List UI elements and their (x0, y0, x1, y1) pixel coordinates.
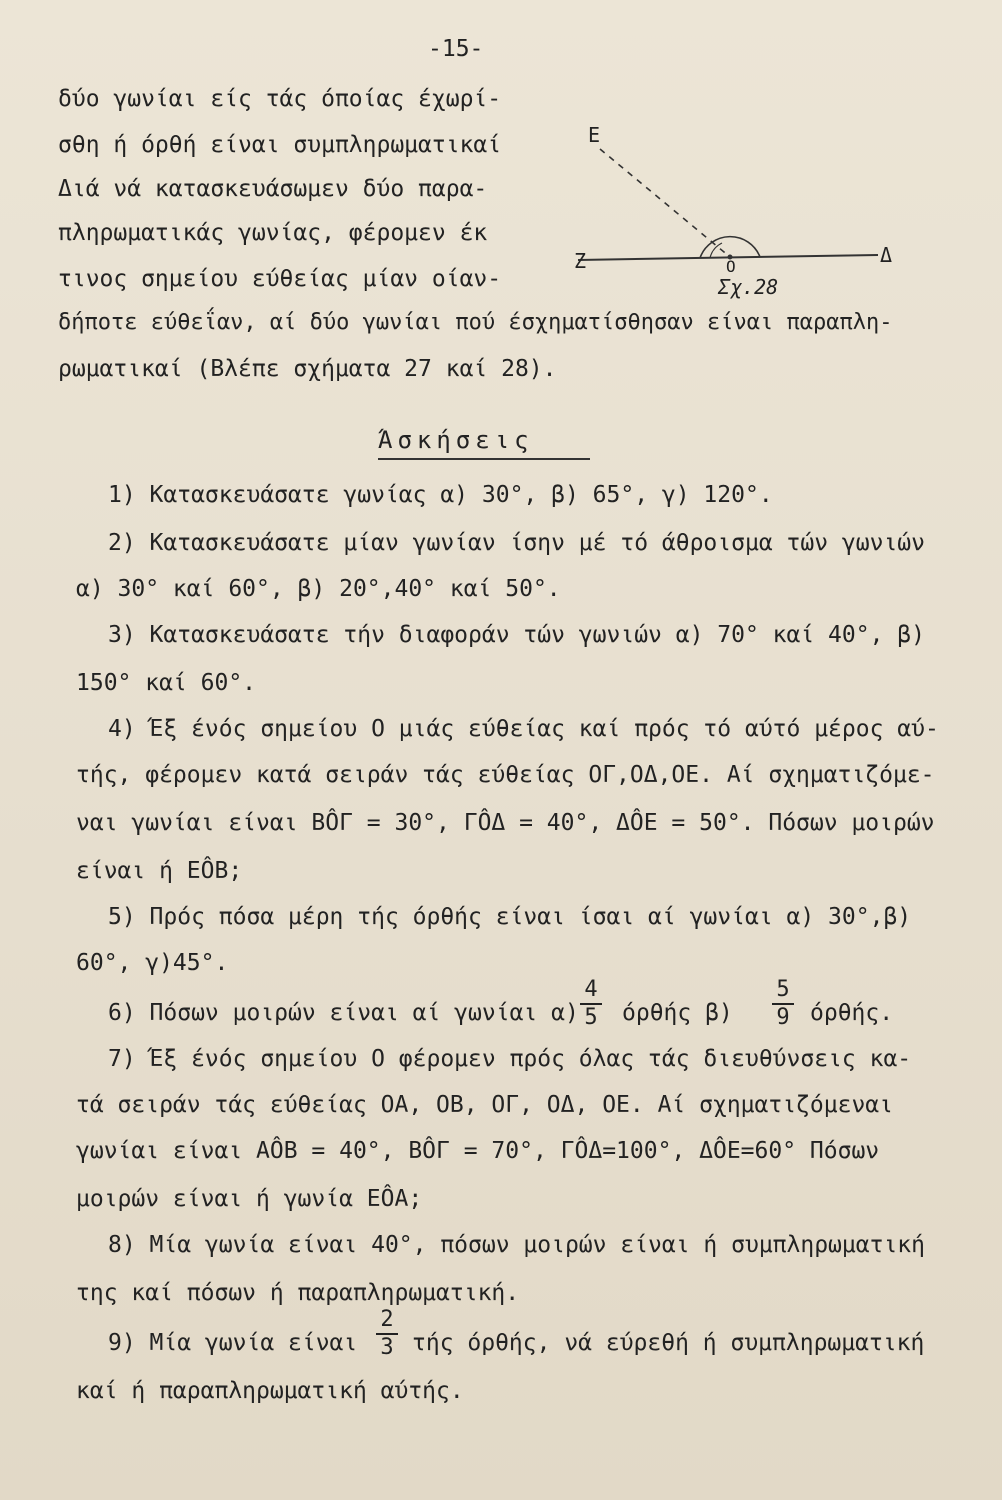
intro-line-1: δύο γωνίαι είς τάς όποίας έχωρί- (58, 86, 502, 112)
exercise-4-line-1: 4) Έξ ένός σημείου Ο μιάς εύθείας καί πρός τό αύτό μέρος αύ- (108, 716, 939, 742)
exercise-5-line-2: 60°, γ)45°. (76, 950, 229, 976)
fraction-numerator: 2 (380, 1307, 394, 1332)
fraction-denominator: 9 (776, 1005, 790, 1030)
fraction-numerator: 5 (776, 977, 790, 1002)
exercise-9-text-b: τής όρθής, νά εύρεθή ή συμπληρωματική (412, 1330, 925, 1356)
exercise-8-line-1: 8) Μία γωνία είναι 40°, πόσων μοιρών είναι ή συμπληρωματική (108, 1232, 925, 1258)
exercise-4-line-2: τής, φέρομεν κατά σειράν τάς εύθείας ΟΓ,ΟΔ,ΟΕ. Αί σχηματιζόμε- (76, 762, 935, 788)
fraction-denominator: 3 (380, 1335, 394, 1360)
intro-line-7: ρωματικαί (Βλέπε σχήματα 27 καί 28). (58, 356, 557, 382)
exercise-6-text-b: όρθής β) (622, 1000, 733, 1026)
exercise-4-line-3: ναι γωνίαι είναι ΒÔΓ = 30°, ΓÔΔ = 40°, ΔÔΕ = 50°. Πόσων μοιρών (76, 810, 935, 836)
intro-line-5: τινος σημείου εύθείας μίαν οίαν- (58, 266, 502, 292)
exercise-2-line-2: α) 30° καί 60°, β) 20°,40° καί 50°. (76, 576, 561, 602)
figure-label-e: Ε (588, 123, 601, 147)
exercise-7-line-1: 7) Έξ ένός σημείου Ο φέρομεν πρός όλας τάς διευθύνσεις κα- (108, 1046, 912, 1072)
exercise-9-line-2: καί ή παραπληρωματική αύτής. (76, 1378, 464, 1404)
exercise-5-line-1: 5) Πρός πόσα μέρη τής όρθής είναι ίσαι αί γωνίαι α) 30°,β) (108, 904, 912, 930)
exercise-7-line-2: τά σειράν τάς εύθείας ΟΑ, ΟΒ, ΟΓ, ΟΔ, ΟΕ. Αί σχηματιζόμεναι (76, 1092, 893, 1118)
figure-label-o: Ο (726, 257, 736, 276)
fraction-denominator: 5 (584, 1005, 598, 1030)
exercise-1: 1) Κατασκευάσατε γωνίας α) 30°, β) 65°, γ) 120°. (108, 482, 773, 508)
exercise-3-line-2: 150° καί 60°. (76, 670, 257, 696)
intro-line-2: σθη ή όρθή είναι συμπληρωματικαί (58, 132, 502, 158)
figure-caption: Σχ.28 (718, 275, 779, 299)
figure-label-d: Δ (880, 243, 893, 267)
page-number: -15- (428, 36, 484, 62)
exercise-8-line-2: της καί πόσων ή παραπληρωματική. (76, 1280, 520, 1306)
line-oe (600, 149, 730, 257)
intro-line-4: πληρωματικάς γωνίας, φέρομεν έκ (58, 220, 488, 246)
fraction-4-5 (580, 978, 602, 1030)
exercise-6-text-a: 6) Πόσων μοιρών είναι αί γωνίαι α) (108, 1000, 579, 1026)
intro-line-6: δήποτε εύθεΐαν, αί δύο γωνίαι πού έσχηματίσθησαν είναι παραπλη- (58, 310, 893, 335)
exercise-2-line-1: 2) Κατασκευάσατε μίαν γωνίαν ίσην μέ τό άθροισμα τών γωνιών (108, 530, 925, 556)
angle-arc-small (710, 243, 722, 258)
figure-label-z: Ζ (574, 249, 587, 273)
fraction-5-9 (772, 978, 794, 1030)
exercise-9-text-a: 9) Μία γωνία είναι (108, 1330, 358, 1356)
fraction-2-3 (376, 1308, 398, 1360)
heading-underline (378, 458, 590, 460)
section-heading: Άσκήσεις (378, 426, 534, 454)
exercise-7-line-3: γωνίαι είναι ΑÔΒ = 40°, ΒÔΓ = 70°, ΓÔΔ=100°, ΔÔΕ=60° Πόσων (76, 1138, 880, 1164)
exercise-3-line-1: 3) Κατασκευάσατε τήν διαφοράν τών γωνιών α) 70° καί 40°, β) (108, 622, 925, 648)
exercise-4-line-4: είναι ή ΕÔΒ; (76, 858, 243, 884)
exercise-7-line-4: μοιρών είναι ή γωνία ΕÔΑ; (76, 1186, 423, 1212)
fraction-numerator: 4 (584, 977, 598, 1002)
intro-line-3: Διά νά κατασκευάσωμεν δύο παρα- (58, 176, 488, 202)
exercise-6-text-c: όρθής. (810, 1000, 894, 1026)
